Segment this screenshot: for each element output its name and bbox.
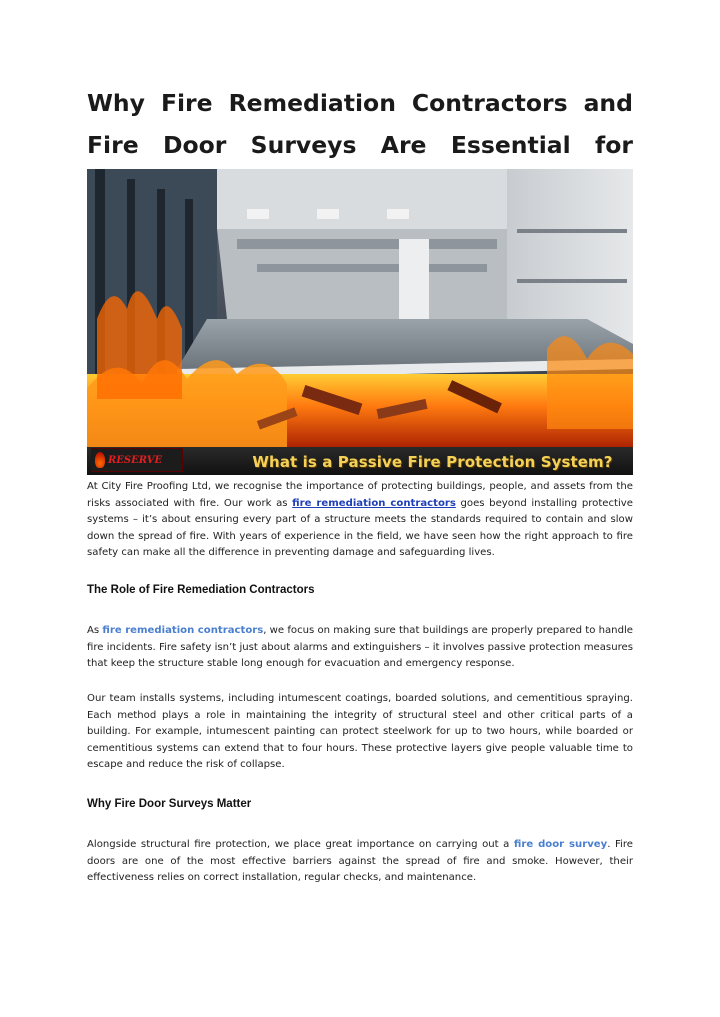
fire-door-paragraph: Alongside structural fire protection, we place great importance on carrying out a fire door survey. Fire doors are one of the most effective barriers against the spread of fire and smoke. However, their effectiveness relies on correct installation, regular checks, and maintenance. <box>87 839 633 883</box>
hero-caption: What is a Passive Fire Protection System? <box>252 453 613 471</box>
fire-door-survey-link[interactable]: fire door survey <box>513 839 608 850</box>
page-title: Why Fire Remediation Contractors and Fire Door Surveys Are Essential for <box>87 89 633 159</box>
hero-image <box>87 169 633 475</box>
section-heading-role: The Role of Fire Remediation Contractors <box>87 584 315 596</box>
building-fire-illustration <box>87 169 633 475</box>
section-heading-fire-door: Why Fire Door Surveys Matter <box>87 798 252 810</box>
intro-paragraph: At City Fire Proofing Ltd, we recognise the importance of protecting buildings, people, and assets from the risks associated with fire. Our work as fire remediation contractors goes beyond installing protective systems – it’s about ensuring every part of a structure meets the standards required to contain and slow down the spread of fire. With years of experience in the field, we have seen how the right approach to fire safety can make all the difference in preventing damage and safeguarding lives. <box>87 481 633 558</box>
fire-remediation-contractors-link[interactable]: fire remediation contractors <box>292 497 456 509</box>
company-logo: RESERVE <box>91 448 183 472</box>
role-paragraph-2: Our team installs systems, including intumescent coatings, boarded solutions, and cementitious spraying. Each method plays a role in maintaining the integrity of structural steel and other critical parts of a building. For example, intumescent painting can protect steelwork for up to two hours, while boarded or cementitious systems can extend that to four hours. These protective layers give people valuable time to escape and reduce the risk of collapse. <box>87 693 633 770</box>
flame-icon <box>95 452 105 468</box>
fire-remediation-contractors-link-2[interactable]: fire remediation contractors <box>102 625 264 636</box>
role-paragraph-1: As fire remediation contractors, we focus on making sure that buildings are properly prepared to handle fire incidents. Fire safety isn’t just about alarms and extinguishers – it involves passive protection measures that keep the structure stable long enough for evacuation and emergency response. <box>87 625 633 669</box>
